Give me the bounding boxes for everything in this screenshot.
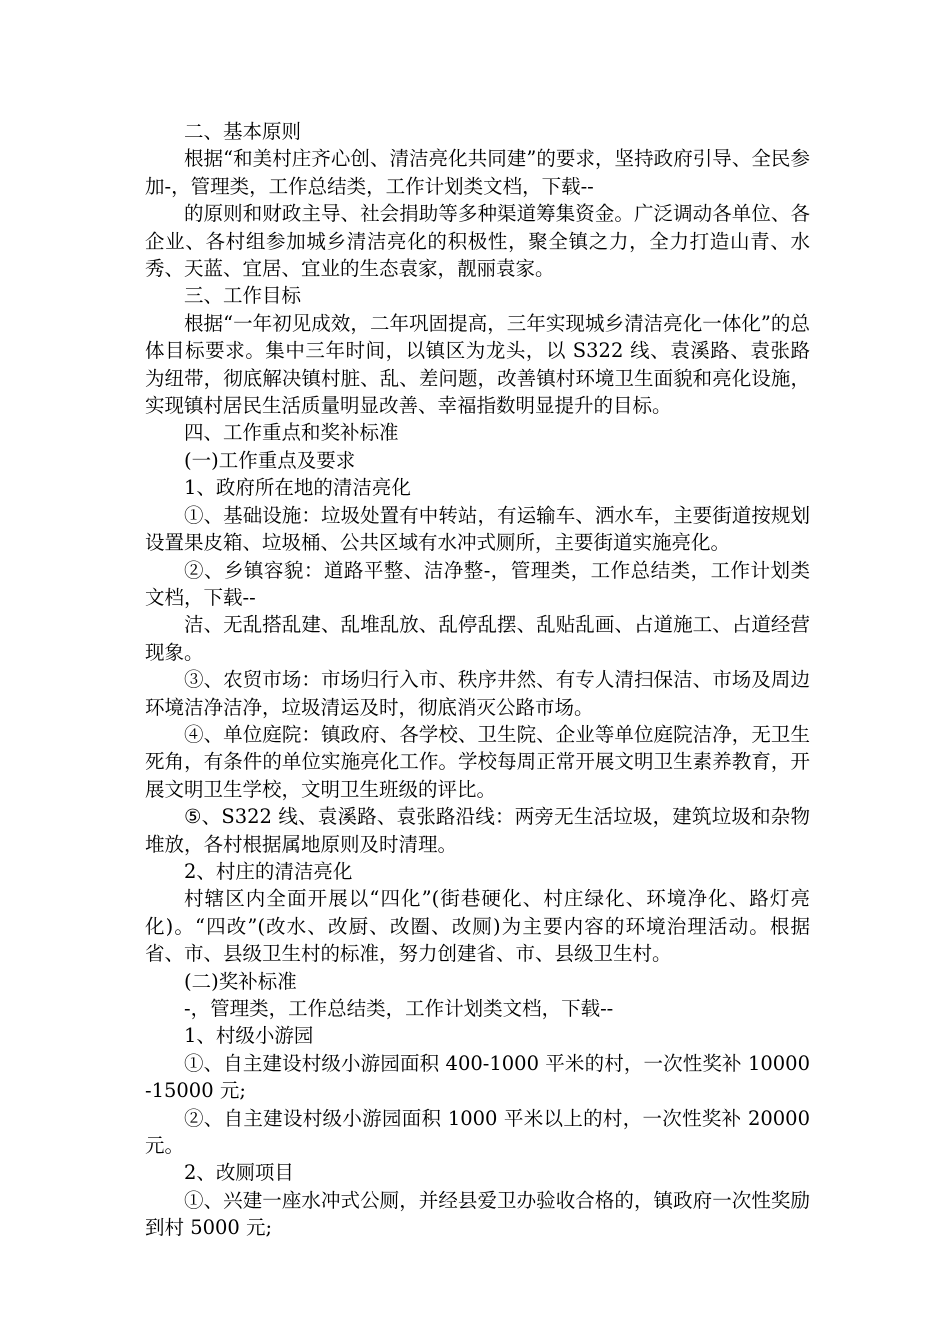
subheading: (一)工作重点及要求 [184,448,356,472]
paragraph: ③、农贸市场：市场归行入市、秩序井然、有专人清扫保洁、市场及周边环境洁净洁净，垃圾清运及时，彻底消灭公路市场。 [145,668,810,719]
paragraph: ②、自主建设村级小游园面积 1000 平米以上的村，一次性奖补 20000 元。 [145,1106,810,1158]
paragraph: 根据“和美村庄齐心创、清洁亮化共同建”的要求，坚持政府引导、全民参加-，管理类，工作总结类，工作计划类文档，下载-- [145,147,810,198]
paragraph: 的原则和财政主导、社会捐助等多种渠道筹集资金。广泛调动各单位、各企业、各村组参加城乡清洁亮化的积极性，聚全镇之力，全力打造山青、水秀、天蓝、宜居、宜业的生态袁家，靓丽袁家。 [145,202,810,281]
paragraph: ②、乡镇容貌：道路平整、洁净整-，管理类，工作总结类，工作计划类文档，下载-- [145,558,810,609]
paragraph: 洁、无乱搭乱建、乱堆乱放、乱停乱摆、乱贴乱画、占道施工、占道经营现象。 [145,613,810,664]
paragraph: ①、基础设施：垃圾处置有中转站，有运输车、洒水车，主要街道按规划设置果皮箱、垃圾桶、公共区域有水冲式厕所，主要街道实施亮化。 [145,503,810,555]
subheading: 1、政府所在地的清洁亮化 [184,476,411,500]
heading-work-focus: 四、工作重点和奖补标准 [184,421,399,445]
subheading: 2、村庄的清洁亮化 [184,859,353,883]
heading-basic-principles: 二、基本原则 [184,120,302,143]
subheading: (二)奖补标准 [184,969,297,993]
subheading: 2、改厕项目 [184,1161,294,1185]
paragraph: ⑤、S322 线、袁溪路、袁张路沿线：两旁无生活垃圾，建筑垃圾和杂物堆放，各村根据属地原则及时清理。 [145,805,810,856]
paragraph: 村辖区内全面开展以“四化”(街巷硬化、村庄绿化、环境净化、路灯亮化)。“四改”(改水、改厨、改圈、改厕)为主要内容的环境治理活动。根据省、市、县级卫生村的标准，努力创建省、市、县级卫生村。 [145,887,810,966]
paragraph: -，管理类，工作总结类，工作计划类文档，下载-- [184,997,614,1020]
subheading: 1、村级小游园 [184,1024,314,1048]
paragraph: ④、单位庭院：镇政府、各学校、卫生院、企业等单位庭院洁净，无卫生死角，有条件的单位实施亮化工作。学校每周正常开展文明卫生素养教育，开展文明卫生学校，文明卫生班级的评比。 [145,722,810,801]
heading-work-goals: 三、工作目标 [184,284,302,308]
paragraph: ①、兴建一座水冲式公厕，并经县爱卫办验收合格的，镇政府一次性奖励到村 5000 元; [145,1188,810,1240]
paragraph: 根据“一年初见成效，二年巩固提高，三年实现城乡清洁亮化一体化”的总体目标要求。集中三年时间，以镇区为龙头，以 S322 线、袁溪路、袁张路为纽带，彻底解决镇村脏、乱、差问题，改善镇村环境卫生面貌和亮化设施，实现镇村居民生活质量明显改善、幸福指数明显提升的目标。 [145,311,810,418]
document-page [145,118,810,1242]
paragraph: ①、自主建设村级小游园面积 400-1000 平米的村，一次性奖补 10000-15000 元; [145,1051,810,1103]
